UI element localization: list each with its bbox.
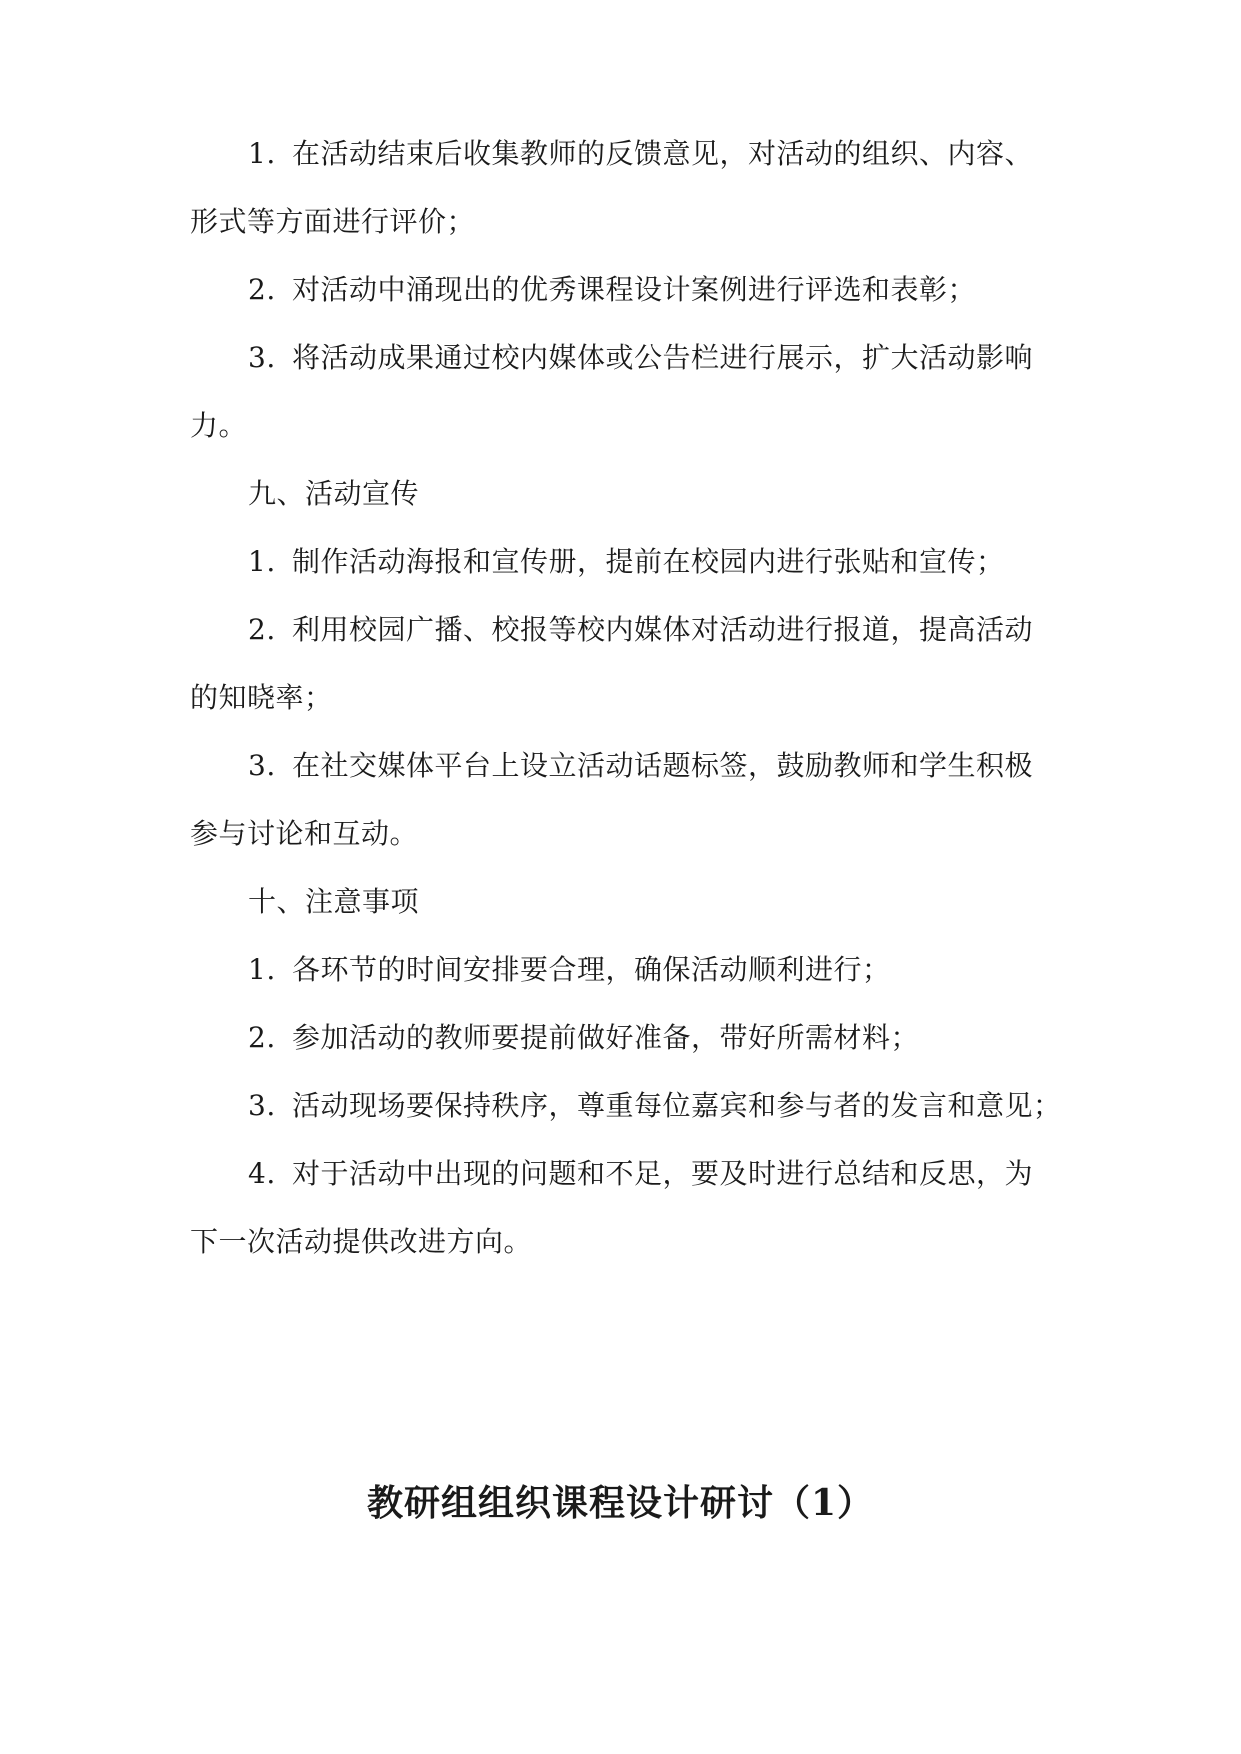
list-number: 1. bbox=[248, 953, 276, 986]
list-text: 对活动中涌现出的优秀课程设计案例进行评选和表彰； bbox=[292, 273, 977, 306]
list-number: 4. bbox=[248, 1157, 276, 1190]
section10-item-4 bbox=[248, 1156, 1033, 1192]
list-text: 的知晓率； bbox=[190, 681, 333, 714]
section10-item-3 bbox=[248, 1088, 1062, 1124]
list-text: 各环节的时间安排要合理，确保活动顺利进行； bbox=[292, 953, 891, 986]
section9-item-3-cont bbox=[190, 816, 418, 852]
list-number: 1. bbox=[248, 137, 276, 170]
section10-item-4-cont bbox=[190, 1224, 532, 1260]
eval-item-3-cont bbox=[190, 408, 247, 444]
eval-item-2 bbox=[248, 272, 976, 308]
list-number: 3. bbox=[248, 1089, 276, 1122]
list-text: 利用校园广播、校报等校内媒体对活动进行报道，提高活动 bbox=[292, 613, 1034, 646]
section10-item-1 bbox=[248, 952, 891, 988]
list-text: 下一次活动提供改进方向。 bbox=[190, 1225, 533, 1258]
list-text: 力。 bbox=[190, 409, 248, 442]
eval-item-1 bbox=[248, 136, 1033, 172]
section10-item-2 bbox=[248, 1020, 919, 1056]
list-text: 制作活动海报和宣传册，提前在校园内进行张贴和宣传； bbox=[292, 545, 1005, 578]
section9-item-2-cont bbox=[190, 680, 333, 716]
list-text: 参与讨论和互动。 bbox=[190, 817, 419, 850]
list-number: 3. bbox=[248, 341, 276, 374]
list-text: 活动现场要保持秩序，尊重每位嘉宾和参与者的发言和意见； bbox=[292, 1089, 1062, 1122]
list-number: 3. bbox=[248, 749, 276, 782]
list-number: 2. bbox=[248, 1021, 276, 1054]
section9-item-1 bbox=[248, 544, 1005, 580]
list-text: 将活动成果通过校内媒体或公告栏进行展示，扩大活动影响 bbox=[292, 341, 1034, 374]
section-heading-10: 十、注意事项 bbox=[248, 885, 420, 918]
list-text: 形式等方面进行评价； bbox=[190, 205, 476, 238]
eval-item-3 bbox=[248, 340, 1033, 376]
document-title: 教研组组织课程设计研讨（1） bbox=[366, 1482, 875, 1524]
list-number: 1. bbox=[248, 545, 276, 578]
list-text: 对于活动中出现的问题和不足，要及时进行总结和反思，为 bbox=[292, 1157, 1034, 1190]
section9-item-3 bbox=[248, 748, 1033, 784]
list-number: 2. bbox=[248, 273, 276, 306]
section-heading-9: 九、活动宣传 bbox=[248, 477, 420, 510]
section9-item-2 bbox=[248, 612, 1033, 648]
list-text: 在活动结束后收集教师的反馈意见，对活动的组织、内容、 bbox=[292, 137, 1034, 170]
list-text: 参加活动的教师要提前做好准备，带好所需材料； bbox=[292, 1021, 920, 1054]
list-text: 在社交媒体平台上设立活动话题标签，鼓励教师和学生积极 bbox=[292, 749, 1034, 782]
eval-item-1-cont bbox=[190, 204, 475, 240]
list-number: 2. bbox=[248, 613, 276, 646]
